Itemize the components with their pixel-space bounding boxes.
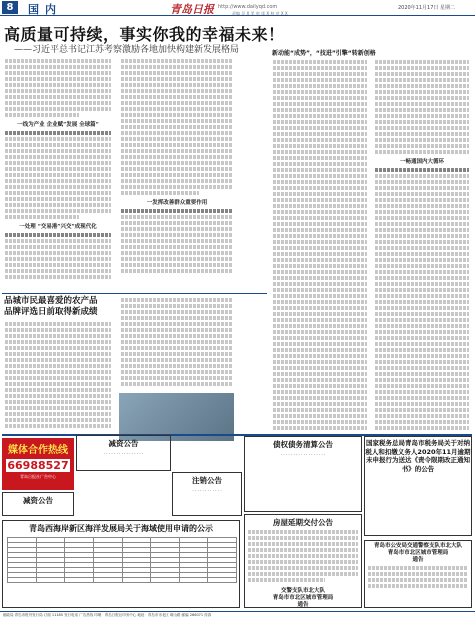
lead-column-3	[238, 57, 266, 293]
page-footer: 邮政局 青岛市报刊发行局 订阅 11185 发行电话 广告热线 印刷：青岛日报社印务中心 地址：青岛市市北区 崂山路 邮编 266071 传真	[0, 611, 475, 620]
lead-headline[interactable]: 高质量可持续，事实你我的幸福未来！	[4, 25, 285, 44]
ad-note: 青岛日报社广告中心	[20, 474, 56, 479]
marine-use-notice[interactable]: 青岛西海岸新区海洋发展局关于海域使用申请的公示	[2, 520, 240, 608]
second-article-title[interactable]: 品城市民最喜爱的农产品 品牌评选日前取得新成绩	[4, 296, 98, 317]
lead-subtitle-2: 一处理 “交易港”兴交”成现代化	[19, 224, 97, 230]
cancellation-notice[interactable]: 注销公告 · · · · · · · · · · · ·	[172, 472, 242, 516]
media-cooperation-ad[interactable]	[2, 438, 74, 490]
section-divider	[2, 293, 267, 294]
reduce-capital-notice-2[interactable]: 减资公告	[2, 492, 74, 516]
reduce-capital-notice-1[interactable]: 减资公告 · · · · · · · · · · · · · · · ·	[76, 435, 171, 471]
ad-phone: 66988527	[7, 459, 69, 472]
lead-subhead: ——习近平总书记江苏考察激励各地加快构建新发展格局	[14, 45, 240, 55]
right-column-1	[270, 58, 370, 432]
page-number: 8	[2, 1, 18, 14]
second-article-column-1	[2, 320, 114, 432]
lead-subtitle-1: 一线为产业 企业赋“发展 全球篇”	[17, 122, 99, 128]
claim-settlement-notice[interactable]: 债权债务清算公告 · · · · · · · · · · · · · · · · · ·	[244, 436, 362, 512]
newspaper-logo: 青岛日报	[170, 3, 214, 16]
issue-date: 2020年11月17日 星期二	[397, 5, 455, 11]
right-subtitle: 一畅通国内大循环	[399, 159, 444, 165]
site-url[interactable]: http://www.dailyqd.com	[218, 4, 278, 10]
lead-column-1	[2, 57, 114, 293]
masthead	[0, 0, 475, 16]
second-article-column-2	[118, 296, 236, 391]
ad-title: 媒体合作热线	[8, 445, 68, 456]
section-title: 国内	[28, 3, 62, 16]
right-article-title[interactable]: 新动能“成势”，“技进”引擎“转新创格	[272, 50, 376, 57]
tax-bureau-notice[interactable]: 国家税务总局青岛市税务局关于对纳税人和扣缴义务人2020年11月逾期未申报行为送达《责令限期改正通知书》的公告	[364, 436, 472, 536]
right-column-2	[372, 58, 472, 432]
lead-column-2	[118, 57, 236, 293]
traffic-notice-title: 交警支队市北大队 青岛市市北区城市管理局 通告	[272, 588, 334, 608]
housing-delay-notice[interactable]: 房屋延期交付公告 交警支队市北大队 青岛市市北区城市管理局 通告	[244, 514, 362, 608]
lead-subtitle-3: 一发挥改善群众重要作用	[146, 200, 208, 206]
traffic-notice-right[interactable]: 青岛市公安局交通警察支队市北大队 青岛市市北区城市管理局 通告	[364, 540, 472, 608]
coordinate-table	[7, 537, 237, 583]
editor-credits: 责编 吴 X 美 审 读 X 校 对 X X	[232, 11, 288, 16]
